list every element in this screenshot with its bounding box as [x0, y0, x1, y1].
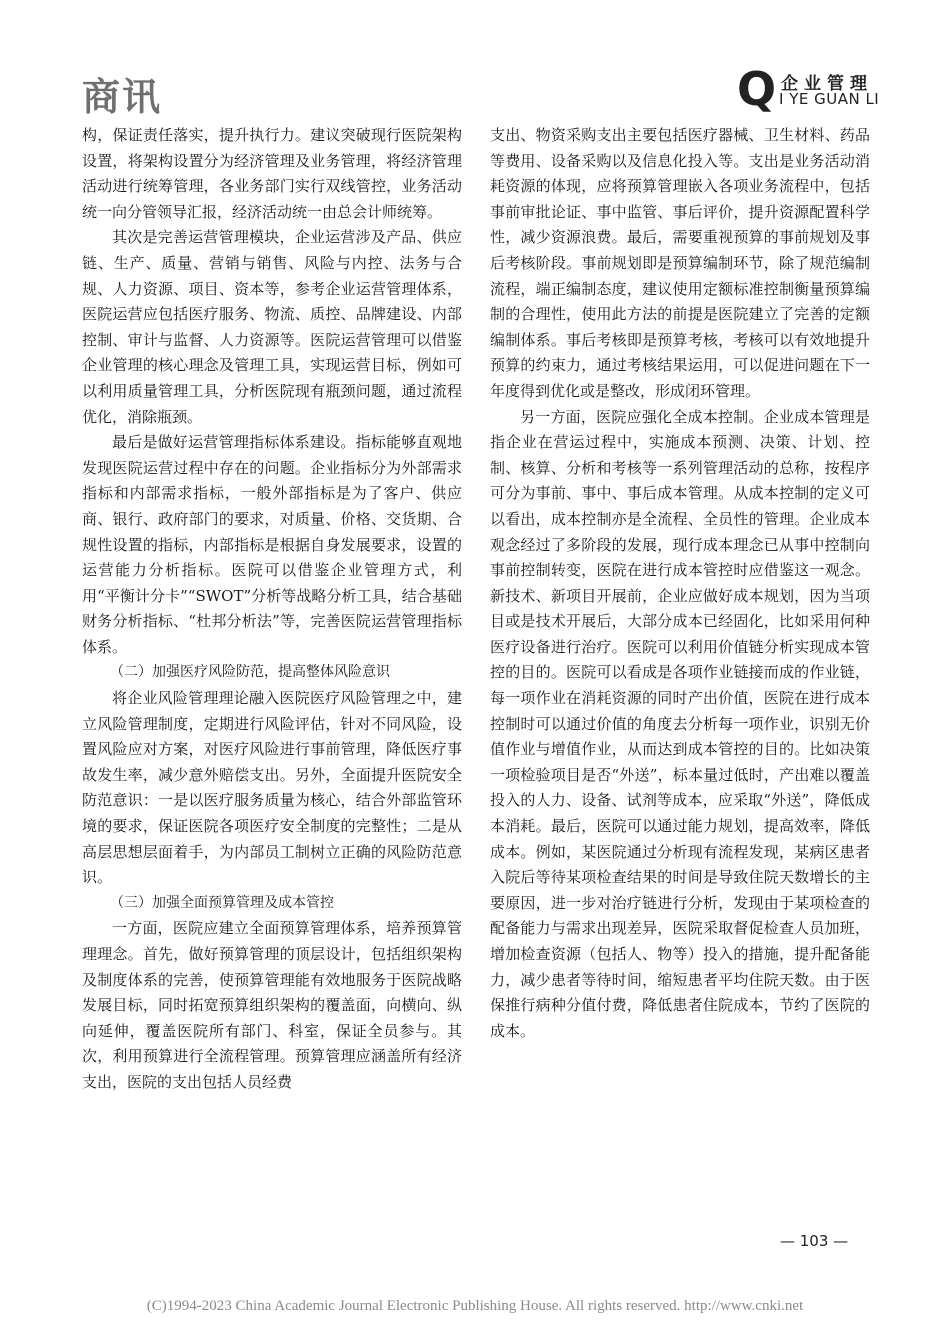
paragraph: 构，保证责任落实，提升执行力。建议突破现行医院架构设置，将架构设置分为经济管理及业务管理，将经济管理活动进行统筹管理，各业务部门实行双线管控，业务活动统一向分管领导汇报，经济活动统一由总会计师统筹。: [82, 126, 462, 221]
right-column: [490, 123, 870, 1044]
journal-logo: [737, 62, 887, 116]
left-column: [82, 123, 462, 1096]
paragraph: 将企业风险管理理论融入医院医疗风险管理之中，建立风险管理制度，定期进行风险评估，针对不同风险，设置风险应对方案，对医疗风险进行事前管理，降低医疗事故发生率，减少意外赔偿支出。另外，全面提升医院安全防范意识：一是以医疗服务质量为核心，结合外部监管环境的要求，保证医院各项医疗安全制度的完整性；二是从高层思想层面着手，为内部员工制树立正确的风险防范意识。: [82, 689, 462, 887]
copyright-notice: (C)1994-2023 China Academic Journal Electronic Publishing House. All rights reserved. http://www.cnki.net: [146, 1298, 804, 1314]
logo-en-text: I YE GUAN LI: [779, 90, 880, 108]
paragraph: 另一方面，医院应强化全成本控制。企业成本管理是指企业在营运过程中，实施成本预测、决策、计划、控制、核算、分析和考核等一系列管理活动的总称，按程序可分为事前、事中、事后成本管理。从成本控制的定义可以看出，成本控制亦是全流程、全员性的管理。企业成本观念经过了多阶段的发展，现行成本理念已从事中控制向事前控制转变，医院在进行成本管控时应借鉴这一观念。新技术、新项目开展前，企业应做好成本规划，因为当项目或是技术开展后，大部分成本已经固化，比如采用何种医疗设备进行治疗。医院可以利用价值链分析实现成本管控的目的。医院可以看成是各项作业链接而成的作业链，每一项作业在消耗资源的同时产出价值，医院在进行成本控制时可以通过价值的角度去分析每一项作业，识别无价值作业与增值作业，从而达到成本管控的目的。比如决策一项检验项目是否“外送”，标本量过低时，产出难以覆盖投入的人力、设备、试剂等成本，应采取“外送”，降低成本消耗。最后，医院可以通过能力规划，提高效率，降低成本。例如，某医院通过分析现有流程发现，某病区患者入院后等待某项检查结果的时间是导致住院天数增长的主要原因，进一步对治疗链进行分析，发现由于某项检查的配备能力与需求出现差异，医院采取督促检查人员加班，增加检查资源（包括人、物等）投入的措施，提升配备能力，减少患者等待时间，缩短患者平均住院天数。由于医保推行病种分值付费，降低患者住院成本，节约了医院的成本。: [490, 407, 870, 1040]
paragraph: 其次是完善运营管理模块，企业运营涉及产品、供应链、生产、质量、营销与销售、风险与内控、法务与合规、人力资源、项目、资本等，参考企业运营管理体系，医院运营应包括医疗服务、物流、质控、品牌建设、内部控制、审计与监督、人力资源等。医院运营管理可以借鉴企业管理的核心理念及管理工具，实现运营目标，例如可以利用质量管理工具，分析医院现有瓶颈问题，通过流程优化，消除瓶颈。: [82, 228, 462, 426]
logo-letter: Q: [737, 62, 777, 116]
paragraph: 最后是做好运营管理指标体系建设。指标能够直观地发现医院运营过程中存在的问题。企业指标分为外部需求指标和内部需求指标，一般外部指标是为了客户、供应商、银行、政府部门的要求，对质量、价格、交货期、合规性设置的指标，内部指标是根据自身发展要求，设置的运营能力分析指标。医院可以借鉴企业管理方式，利用“平衡计分卡”“SWOT”分析等战略分析工具，结合基础财务分析指标、“杜邦分析法”等，完善医院运营管理指标体系。: [82, 433, 462, 656]
paragraph: 支出、物资采购支出主要包括医疗器械、卫生材料、药品等费用、设备采购以及信息化投入等。支出是业务活动消耗资源的体现，应将预算管理嵌入各项业务流程中，包括事前审批论证、事中监管、事后评价，提升资源配置科学性，减少资源浪费。最后，需要重视预算的事前规划及事后考核阶段。事前规划即是预算编制环节，除了规范编制流程，端正编制态度，建议使用定额标准控制衡量预算编制的合理性，使用此方法的前提是医院建立了完善的定额编制体系。事后考核即是预算考核，考核可以有效地提升预算的约束力，通过考核结果运用，可以促进问题在下一年度得到优化或是整改，形成闭环管理。: [490, 126, 870, 400]
section-heading: （三）加强全面预算管理及成本管控: [110, 894, 334, 911]
journal-title: 商讯: [82, 74, 163, 119]
section-heading: （二）加强医疗风险防范，提高整体风险意识: [110, 664, 390, 681]
page-number: — 103 —: [780, 1232, 849, 1250]
logo-cn-text: 企业管理: [781, 74, 873, 94]
paragraph: 一方面，医院应建立全面预算管理体系，培养预算管理理念。首先，做好预算管理的顶层设计，包括组织架构及制度体系的完善，使预算管理能有效地服务于医院战略发展目标，同时拓宽预算组织架构的覆盖面，向横向、纵向延伸，覆盖医院所有部门、科室，保证全员参与。其次，利用预算进行全流程管理。预算管理应涵盖所有经济支出，医院的支出包括人员经费: [82, 919, 462, 1091]
